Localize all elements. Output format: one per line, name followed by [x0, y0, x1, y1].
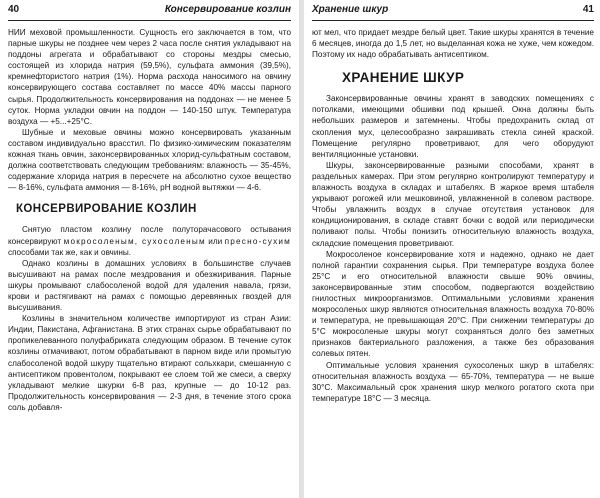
p3-text-3: способами так же, как и овчины.	[8, 247, 132, 257]
left-paragraph-2: Шубные и меховые овчины можно консервировать указанным составом индивидуально врасстил. По физико-химическим показателям кожная ткань овчин, законсервированных хлорид-сульфатным составом, должна соответствовать следующим требованиям: влажность — 35-45%, содержание хлорида натрия в пересчете на абсолютно сухое вещество — 8-16%, сульфата аммония — 8-16%, pH водной вытяжки — 4-6.	[8, 127, 291, 193]
right-paragraph-1: ют мел, что придает мездре белый цвет. Такие шкуры хранятся в течение 6 месяцев, иногда до 1,5 лет, но выделанная кожа не хуже, чем кожедом. Поэтому их надо обрабатывать антисептиком.	[312, 28, 594, 60]
left-paragraph-4: Однако козлины в домашних условиях в большинстве случаев высушивают на рамах после мездрования и обезжиривания. Парные шкуры промывают слабосоленой водой для удаления навала, грязи, крови и растягивают на рамах с помощью деревянных гвоздей для высушивания.	[8, 258, 291, 313]
p3-emphasis-1: мокросоленым, сухосоленым	[63, 236, 206, 246]
left-page-header	[8, 3, 291, 21]
right-page-number: 41	[582, 4, 594, 15]
section-heading-storage: ХРАНЕНИЕ ШКУР	[342, 70, 465, 86]
right-paragraph-2: Законсервированные овчины хранят в заводских помещениях с потолками, имеющими обшивки под крышей. Окна должны быть небольших размеров и затемнены. Чтобы предохранить склад от скопления мух, целесообразно закрашивать стекла синей краской. Помещение регулярно проветривают, для чего оборудуют вентиляционные установки.	[312, 94, 594, 159]
right-page	[304, 0, 600, 498]
p3-text-1: Снятую пластом козлину после полуторачасового остывания консервируют	[8, 225, 291, 246]
right-page-header	[312, 3, 594, 21]
right-paragraph-4: Мокросоленое консервирование хотя и надежно, однако не дает полной гарантии сохранения сырья. При температуре воздуха более 25°С и его относительной влажности свыше 90% овчины, законсервированные этим способом, подвергаются воздействию гнилостных микроорганизмов. Оптимальными условиями хранения мокросоленых шкур являются относительная влажность воздуха 70-80% и температура, не превышающая 20°С. При снижении температуры до 5°С мокросоленые шкуры могут сохраняться долго без заметных признаков бактериального разложения, а также без образования солевых пятен.	[312, 249, 594, 359]
left-page-number: 40	[8, 4, 20, 15]
p3-emphasis-2: пресно-сухим	[224, 236, 291, 246]
left-paragraph-1: НИИ меховой промышленности. Сущность его заключается в том, что парные шкуры не позднее чем через 2 часа после снятия укладывают на поддоны агрегата и обрабатывают со стороны мездры смесью, состоящей из хлорида натрия (59,5%), сульфата аммония (39,5%), кремнефтористого натрия (1%). Норма расхода наносимого на овчину консервирующего состава составляет по массе 40% массы парного сырья. Продолжительность консервирования на поддонах — не менее 5 суток. Норма укладки овчин на поддон — 140-150 штук. Температура воздуха — +5...+25°С.	[8, 28, 291, 126]
right-paragraph-3: Шкуры, законсервированные разными способами, хранят в раздельных камерах. При этом регулярно контролируют температуру и влажность воздуха в складах и штабелях. В жаркое время штабеля укрывают рогожей или мешковиной, увлажненной в солевом растворе. Чтобы увлажнить воздух в случае отсутствия установок для кондиционирования, в складе ставят бочки с водой или периодически поливают полы. Чтобы понизить относительную влажность воздуха, складские помещения проветривают.	[312, 160, 594, 248]
section-heading-kozlin: КОНСЕРВИРОВАНИЕ КОЗЛИН	[16, 203, 197, 216]
left-running-title: Консервирование козлин	[164, 4, 291, 15]
left-paragraph-3	[8, 224, 291, 257]
left-paragraph-5: Козлины в значительном количестве импортируют из стран Азии: Индии, Пакистана, Афганистана. В этих странах сырье обрабатывают по пропикелеванного полуфабриката следующим образом. В течение суток козлины отмачивают, потом обрабатывают в парном виде или промытую слабосоленой водой шкуру тщательно втирают сольхкари, смешанную с антисептиком провентолом, покрывают ее слоем той же смеси, а сверху укладывают мелкие шкурки 6-8 раз, крупные — до 10-12 раз. Продолжительность консервирования — 2-3 дня, в течение этого срока соль добавля-	[8, 314, 291, 412]
p3-text-2: или	[205, 236, 225, 246]
right-paragraph-5: Оптимальные условия хранения сухосоленых шкур в штабелях: относительная влажность воздуха — 65-70%, температура — не выше 30°С. Максимальный срок хранения шкур мелкого рогатого скота при температуре 18°С — 3 месяца.	[312, 360, 594, 403]
right-running-title: Хранение шкур	[312, 4, 389, 15]
